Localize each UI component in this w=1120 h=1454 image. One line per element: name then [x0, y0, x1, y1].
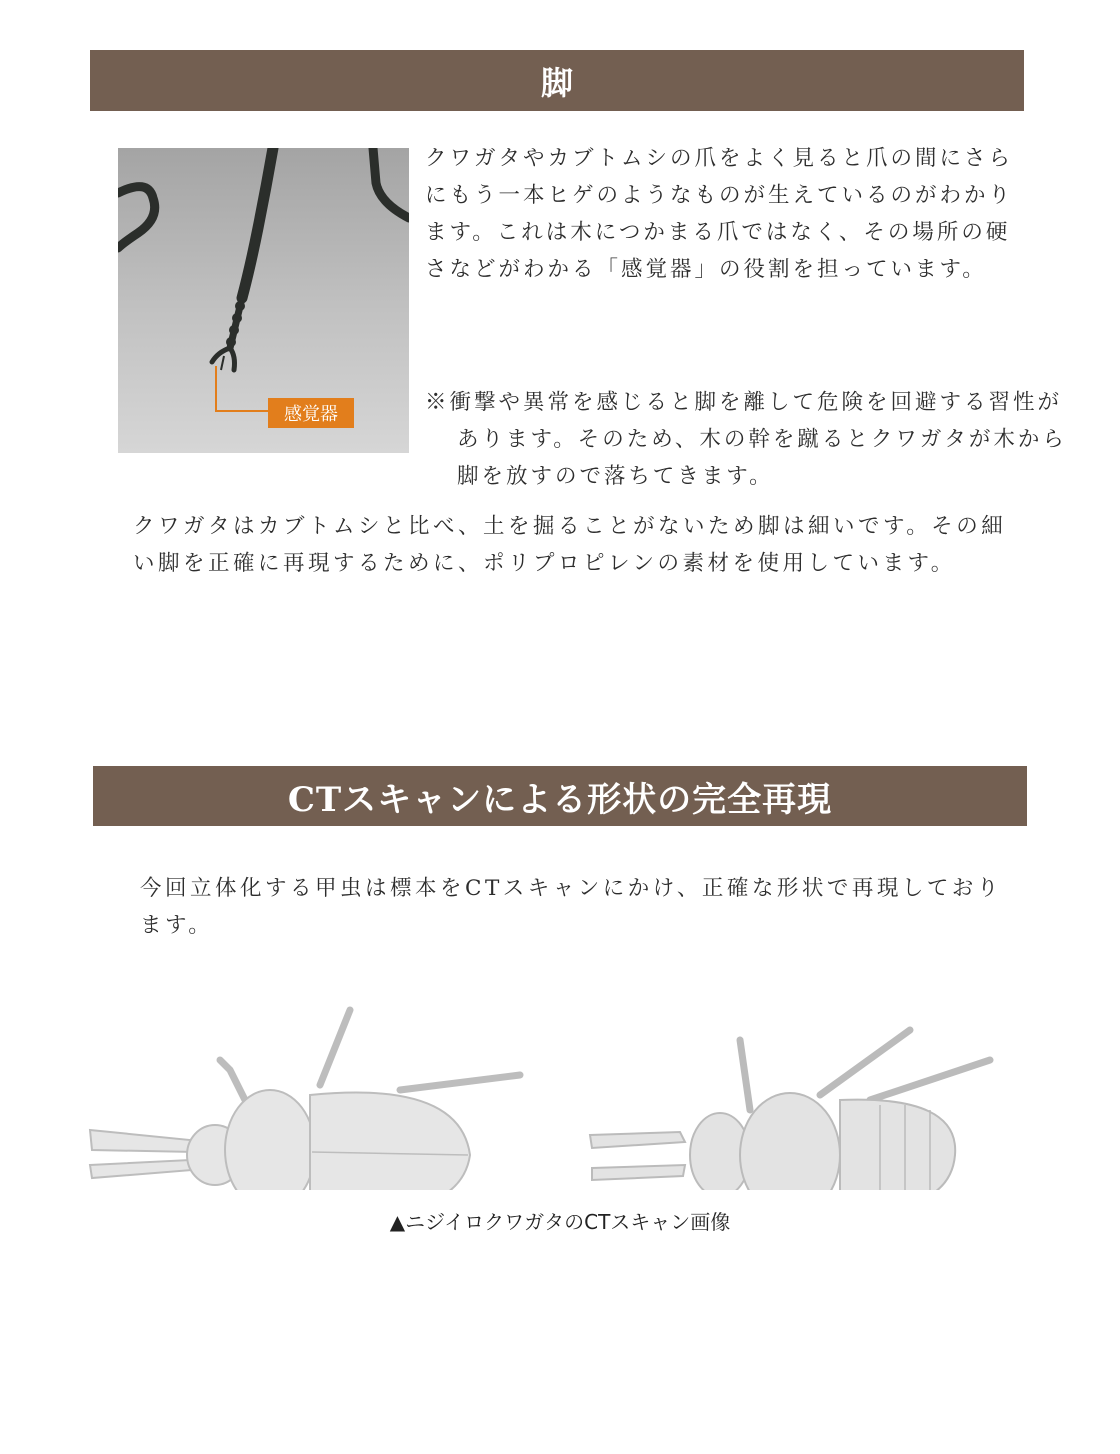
- ct-scan-caption: ▲ニジイロクワガタのCTスキャン画像: [389, 1210, 731, 1234]
- section-title-legs: 脚: [90, 50, 1024, 111]
- leg-material-description: クワガタはカブトムシと比べ、土を掘ることがないため脚は細いです。その細い脚を正確に再現するために、ポリプロピレンの素材を使用しています。: [133, 514, 1007, 576]
- ct-scan-images: [80, 990, 1040, 1190]
- leg-claw-photo: [118, 148, 409, 453]
- section-title-ct-scan: CTスキャンによる形状の完全再現: [93, 766, 1027, 826]
- ct-scan-description: 今回立体化する甲虫は標本をCTスキャンにかけ、正確な形状で再現しております。: [140, 876, 1002, 938]
- leg-note: ※衝撃や異常を感じると脚を離して危険を回避する習性があります。そのため、木の幹を蹴るとクワガタが木から脚を放すので落ちてきます。: [425, 389, 1067, 489]
- beetle-dorsal-scan: [90, 1010, 520, 1190]
- beetle-ventral-scan: [590, 1030, 990, 1190]
- leg-description: クワガタやカブトムシの爪をよく見ると爪の間にさらにもう一本ヒゲのようなものが生えているのがわかります。これは木につかまる爪ではなく、その場所の硬さなどがわかる「感覚器」の役割を担っています。: [425, 146, 1014, 282]
- sensor-label: 感覚器: [268, 398, 354, 428]
